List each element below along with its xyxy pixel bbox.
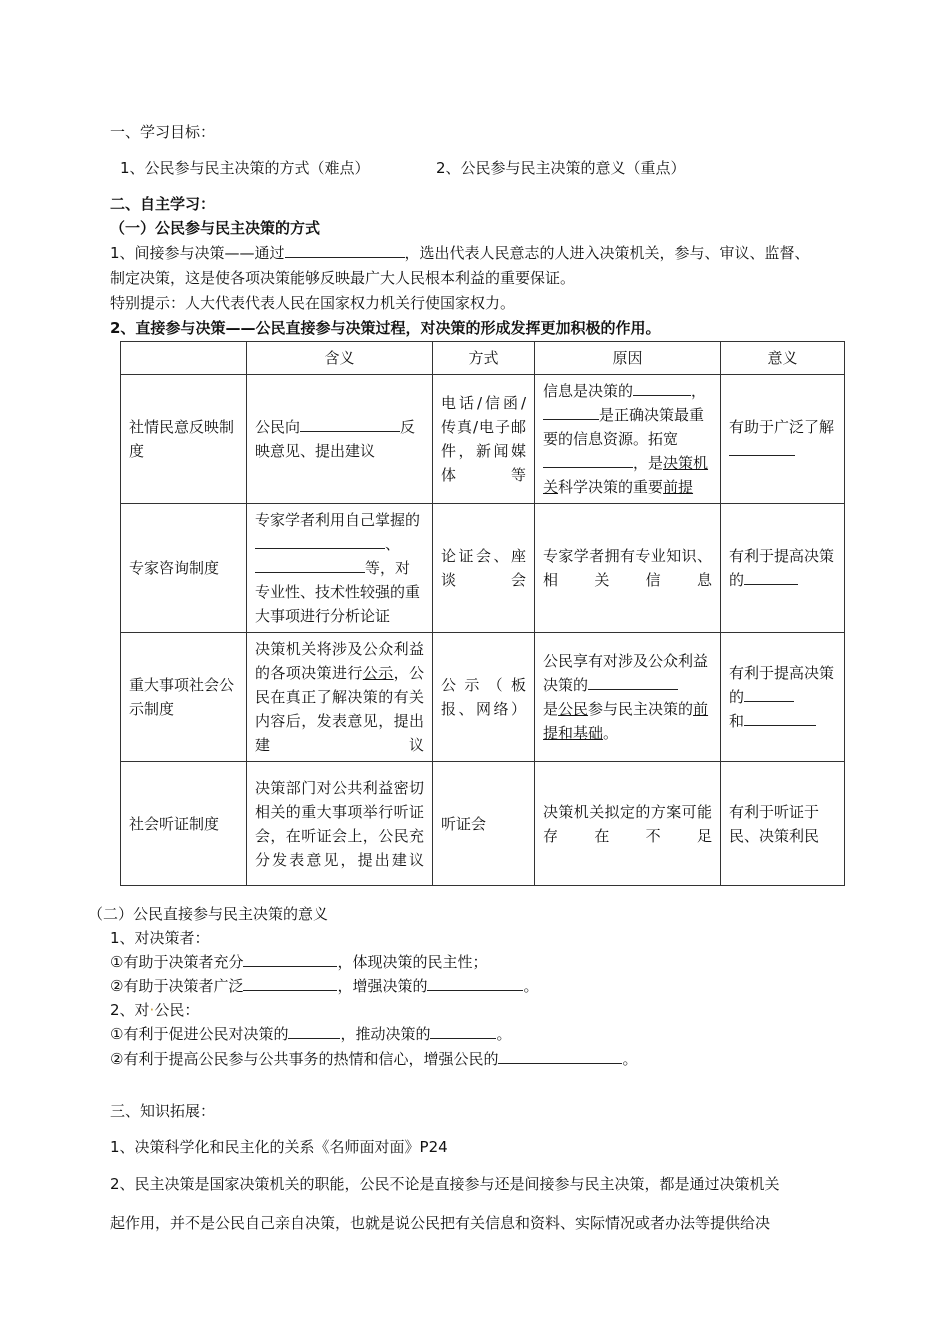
blank-election[interactable]: [285, 241, 405, 258]
indirect-line-1: [110, 241, 810, 265]
row-significance: 有利于提高决策的: [721, 504, 845, 633]
row-way: 听证会: [433, 762, 535, 886]
self-study-heading: 二、自主学习：: [110, 195, 216, 213]
blank-r1-target[interactable]: [300, 415, 400, 432]
table-row: [121, 504, 845, 633]
header-cell-significance: 意义: [721, 342, 845, 375]
row-meaning: 决策机关将涉及公众利益的各项决策进行公示，公民在真正了解决策的有关内容后，发表意见，提出建议: [247, 633, 433, 762]
blank-r2-sig[interactable]: [744, 568, 798, 585]
significance-item-1a: ①有助于决策者充分 ，体现决策的民主性；: [110, 950, 487, 974]
row-significance: 有利于听证于民、决策利民: [721, 762, 845, 886]
indirect-text-a: 1、间接参与决策——通过: [110, 244, 285, 262]
row-name: 社情民意反映制度: [121, 375, 247, 504]
row-significance: 有助于广泛了解: [721, 375, 845, 504]
row-way: 论证会、座谈会: [433, 504, 535, 633]
blank-r1-basis[interactable]: [633, 379, 691, 396]
goal-2: 2、公民参与民主决策的意义（重点）: [436, 159, 686, 177]
goals-heading: 一、学习目标：: [110, 123, 216, 141]
row-way: 公示（板报、网络）: [433, 633, 535, 762]
extension-item-2-line-2: 起作用，并不是公民自己亲自决策，也就是说公民把有关信息和资料、实际情况或者办法等提供给决: [110, 1214, 771, 1232]
extension-item-1: 1、决策科学化和民主化的关系《名师面对面》P24: [110, 1138, 448, 1156]
row-cause: 专家学者拥有专业知识、相关信息: [535, 504, 721, 633]
extension-item-2-line-1: 2、民主决策是国家决策机关的职能，公民不论是直接参与还是间接参与民主决策，都是通过决策机关: [110, 1175, 780, 1193]
blank-r2-knowledge[interactable]: [255, 532, 385, 549]
header-cell-way: 方式: [433, 342, 535, 375]
blank-r3-sig-1[interactable]: [744, 685, 794, 702]
direct-participation: 2、直接参与决策——公民直接参与决策过程，对决策的形成发挥更加积极的作用。: [110, 319, 661, 337]
blank-r1-sig[interactable]: [729, 439, 795, 456]
blank-sig-1a[interactable]: [243, 950, 337, 967]
significance-heading: （二）公民直接参与民主决策的意义: [88, 905, 329, 923]
row-cause: 公民享有对涉及公众利益决策的 是公民参与民主决策的前提和基础。: [535, 633, 721, 762]
special-tip: 特别提示：人大代表代表人民在国家权力机关行使国家权力。: [110, 294, 516, 312]
goal-1: 1、公民参与民主决策的方式（难点）: [120, 159, 370, 177]
blank-r3-right[interactable]: [588, 673, 678, 690]
row-significance: 有利于提高决策的 和: [721, 633, 845, 762]
blank-sig-1b-2[interactable]: [427, 974, 523, 991]
row-meaning: 专家学者利用自己掌握的、 等，对专业性、技术性较强的重大事项进行分析论证: [247, 504, 433, 633]
blank-sig-2a-1[interactable]: [288, 1022, 340, 1039]
blank-sig-2b[interactable]: [498, 1047, 622, 1064]
significance-item-2b: ②有利于提高公民参与公共事务的热情和信心，增强公民的 。: [110, 1047, 637, 1071]
table-row: [121, 762, 845, 886]
blank-sig-2a-2[interactable]: [430, 1022, 496, 1039]
header-cell-meaning: 含义: [247, 342, 433, 375]
blank-r1-info[interactable]: [543, 403, 599, 420]
row-way: 电话/信函/传真/电子邮件，新闻媒体等: [433, 375, 535, 504]
indirect-line-2: 制定决策，这是使各项决策能够反映最广大人民根本利益的重要保证。: [110, 269, 576, 287]
row-meaning: 公民向 反映意见、提出建议: [247, 375, 433, 504]
significance-item-2a: ①有利于促进公民对决策的 ，推动决策的 。: [110, 1022, 511, 1046]
blank-r3-sig-2[interactable]: [744, 709, 816, 726]
table-row: [121, 633, 845, 762]
row-name: 专家咨询制度: [121, 504, 247, 633]
table-header-row: [121, 342, 845, 375]
row-name: 社会听证制度: [121, 762, 247, 886]
header-cell-cause: 原因: [535, 342, 721, 375]
header-cell-empty: [121, 342, 247, 375]
row-meaning: 决策部门对公共利益密切相关的重大事项举行听证会，在听证会上，公民充分发表意见，提出建议: [247, 762, 433, 886]
methods-table: [120, 341, 845, 886]
method-subheading: （一）公民参与民主决策的方式: [110, 219, 321, 237]
significance-citizens: 2、对·公民：: [110, 1001, 200, 1019]
indirect-text-b: ，选出代表人民意志的人进入决策机关，参与、审议、监督、: [404, 244, 810, 262]
blank-r1-channel[interactable]: [543, 451, 633, 468]
table-row: [121, 375, 845, 504]
blank-sig-1b-1[interactable]: [243, 974, 337, 991]
extension-heading: 三、知识拓展：: [110, 1102, 216, 1120]
significance-item-1b: ②有助于决策者广泛 ，增强决策的 。: [110, 974, 538, 998]
significance-decision-makers: 1、对决策者：: [110, 929, 210, 947]
row-name: 重大事项社会公示制度: [121, 633, 247, 762]
emphasis-dot: ·: [149, 1001, 155, 1019]
blank-r2-info[interactable]: [255, 556, 365, 573]
row-cause: 决策机关拟定的方案可能存在不足: [535, 762, 721, 886]
row-cause: 信息是决策的 ， 是正确决策最重要的信息资源。拓宽，是决策机关科学决策的重要前提: [535, 375, 721, 504]
